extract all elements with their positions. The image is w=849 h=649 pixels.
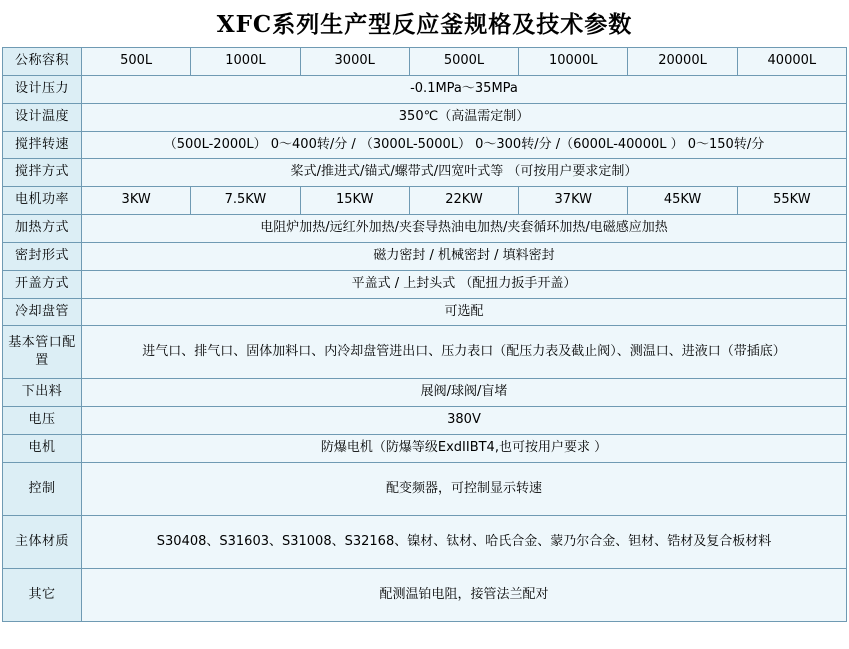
power-cell: 45KW xyxy=(628,187,737,215)
row-label: 搅拌方式 xyxy=(3,159,82,187)
table-row xyxy=(3,298,847,326)
capacity-cell: 10000L xyxy=(519,48,628,76)
power-cell: 3KW xyxy=(82,187,191,215)
row-label: 下出料 xyxy=(3,379,82,407)
row-value: 桨式/推进式/锚式/螺带式/四宽叶式等 （可按用户要求定制） xyxy=(82,159,847,187)
row-value: 防爆电机（防爆等级ExdIIBT4,也可按用户要求 ） xyxy=(82,435,847,463)
capacity-cell: 3000L xyxy=(300,48,409,76)
row-value: -0.1MPa～35MPa xyxy=(82,75,847,103)
table-row xyxy=(3,515,847,568)
row-value: 展阀/球阀/盲堵 xyxy=(82,379,847,407)
row-value: 配变频器，可控制显示转速 xyxy=(82,462,847,515)
row-label: 控制 xyxy=(3,462,82,515)
power-cell: 7.5KW xyxy=(191,187,300,215)
row-label: 密封形式 xyxy=(3,242,82,270)
table-row xyxy=(3,462,847,515)
power-cell: 55KW xyxy=(737,187,846,215)
row-label: 加热方式 xyxy=(3,215,82,243)
row-label: 电机功率 xyxy=(3,187,82,215)
capacity-cell: 5000L xyxy=(409,48,518,76)
row-label: 搅拌转速 xyxy=(3,131,82,159)
table-row xyxy=(3,379,847,407)
row-value: 配测温铂电阻，接管法兰配对 xyxy=(82,568,847,621)
row-value: S30408、S31603、S31008、S32168、镍材、钛材、哈氏合金、蒙乃尔合金、钽材、锆材及复合板材料 xyxy=(82,515,847,568)
row-label: 设计压力 xyxy=(3,75,82,103)
capacity-cell: 20000L xyxy=(628,48,737,76)
row-label: 冷却盘管 xyxy=(3,298,82,326)
table-row xyxy=(3,326,847,379)
table-row xyxy=(3,103,847,131)
row-label: 开盖方式 xyxy=(3,270,82,298)
row-value: 磁力密封 / 机械密封 / 填料密封 xyxy=(82,242,847,270)
table-row xyxy=(3,131,847,159)
row-value: 380V xyxy=(82,407,847,435)
row-label: 公称容积 xyxy=(3,48,82,76)
row-value: 350℃（高温需定制） xyxy=(82,103,847,131)
row-value: 平盖式 / 上封头式 （配扭力扳手开盖） xyxy=(82,270,847,298)
table-row xyxy=(3,215,847,243)
row-label: 电压 xyxy=(3,407,82,435)
table-body xyxy=(3,48,847,622)
table-row xyxy=(3,48,847,76)
table-row xyxy=(3,159,847,187)
row-value: 电阻炉加热/远红外加热/夹套导热油电加热/夹套循环加热/电磁感应加热 xyxy=(82,215,847,243)
row-label: 电机 xyxy=(3,435,82,463)
power-cell: 22KW xyxy=(409,187,518,215)
row-label: 设计温度 xyxy=(3,103,82,131)
row-label: 基本管口配置 xyxy=(3,326,82,379)
capacity-cell: 1000L xyxy=(191,48,300,76)
table-row xyxy=(3,407,847,435)
table-row xyxy=(3,270,847,298)
capacity-cell: 40000L xyxy=(737,48,846,76)
table-row xyxy=(3,242,847,270)
table-row xyxy=(3,75,847,103)
table-row xyxy=(3,568,847,621)
capacity-cell: 500L xyxy=(82,48,191,76)
row-value: （500L-2000L） 0～400转/分 / （3000L-5000L） 0～300转/分 /（6000L-40000L ） 0～150转/分 xyxy=(82,131,847,159)
table-row xyxy=(3,187,847,215)
specifications-table xyxy=(2,47,847,622)
row-value: 进气口、排气口、固体加料口、内冷却盘管进出口、压力表口（配压力表及截止阀）、测温口、进液口（带插底） xyxy=(82,326,847,379)
power-cell: 15KW xyxy=(300,187,409,215)
row-label: 其它 xyxy=(3,568,82,621)
page-title: XFC系列生产型反应釜规格及技术参数 xyxy=(216,11,633,38)
table-row xyxy=(3,435,847,463)
power-cell: 37KW xyxy=(519,187,628,215)
row-value: 可选配 xyxy=(82,298,847,326)
row-label: 主体材质 xyxy=(3,515,82,568)
